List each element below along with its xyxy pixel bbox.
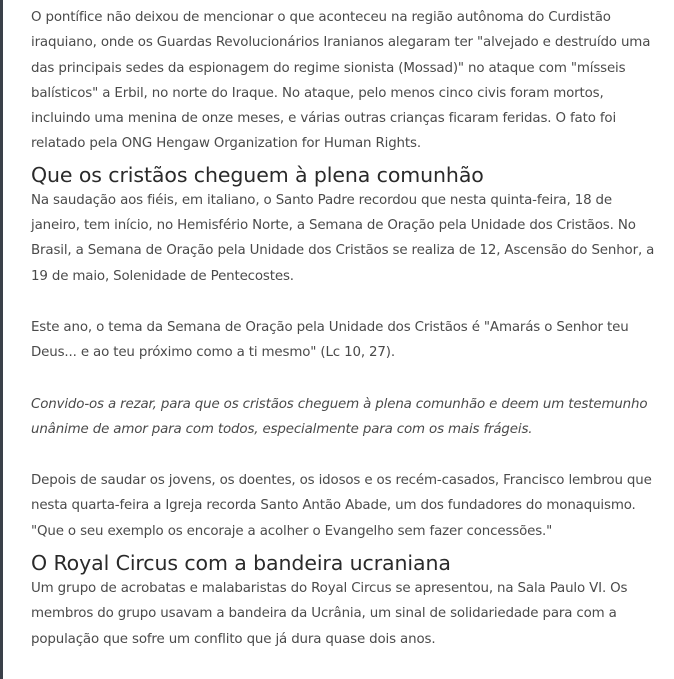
left-border-bar: [0, 0, 3, 679]
paragraph-prayer-week: Na saudação aos fiéis, em italiano, o Santo Padre recordou que nesta quinta-feira, 18 de janeiro, tem início, no Hemisfério Norte, a Semana de Oração pela Unidade dos Cristãos. No Brasil, a Semana de Oração pela Unidade dos Cristãos se realiza de 12, Ascensão do Senhor, a 19 de maio, Solenidade de Pentecostes.: [31, 192, 655, 284]
paragraph-quote: Convido-os a rezar, para que os cristãos cheguem à plena comunhão e deem um testemunho unânime de amor para com todos, especialmente para com os mais frágeis.: [31, 396, 648, 437]
section-heading-royal-circus: O Royal Circus com a bandeira ucraniana: [31, 551, 451, 576]
paragraph-saint-anthony: Depois de saudar os jovens, os doentes, os idosos e os recém-casados, Francisco lembrou que nesta quarta-feira a Igreja recorda Santo Antão Abade, um dos fundadores do monaquismo. "Que o seu exemplo os encoraje a acolher o Evangelho sem fazer concessões.": [31, 473, 652, 539]
section-heading-communion: Que os cristãos cheguem à plena comunhão: [31, 162, 484, 187]
paragraph-kurdistan: O pontífice não deixou de mencionar o que aconteceu na região autônoma do Curdistão iraquiano, onde os Guardas Revolucionários Iranianos alegaram ter "alvejado e destruído uma das principais sedes da espionagem do regime sionista (Mossad)" no ataque com "mísseis balísticos" a Erbil, no norte do Iraque. No ataque, pelo menos cinco civis foram mortos, incluindo uma menina de onze meses, e várias outras crianças ficaram feridas. O fato foi relatado pela ONG Hengaw Organization for Human Rights.: [31, 10, 651, 152]
paragraph-theme: Este ano, o tema da Semana de Oração pela Unidade dos Cristãos é "Amarás o Senhor teu Deus... e ao teu próximo como a ti mesmo" (Lc 10, 27).: [31, 319, 629, 361]
article-body: [31, 5, 657, 652]
paragraph-royal-circus: Um grupo de acrobatas e malabaristas do Royal Circus se apresentou, na Sala Paulo VI. Os membros do grupo usavam a bandeira da Ucrânia, um sinal de solidariedade para com a população que sofre um conflito que já dura quase dois anos.: [31, 581, 628, 647]
